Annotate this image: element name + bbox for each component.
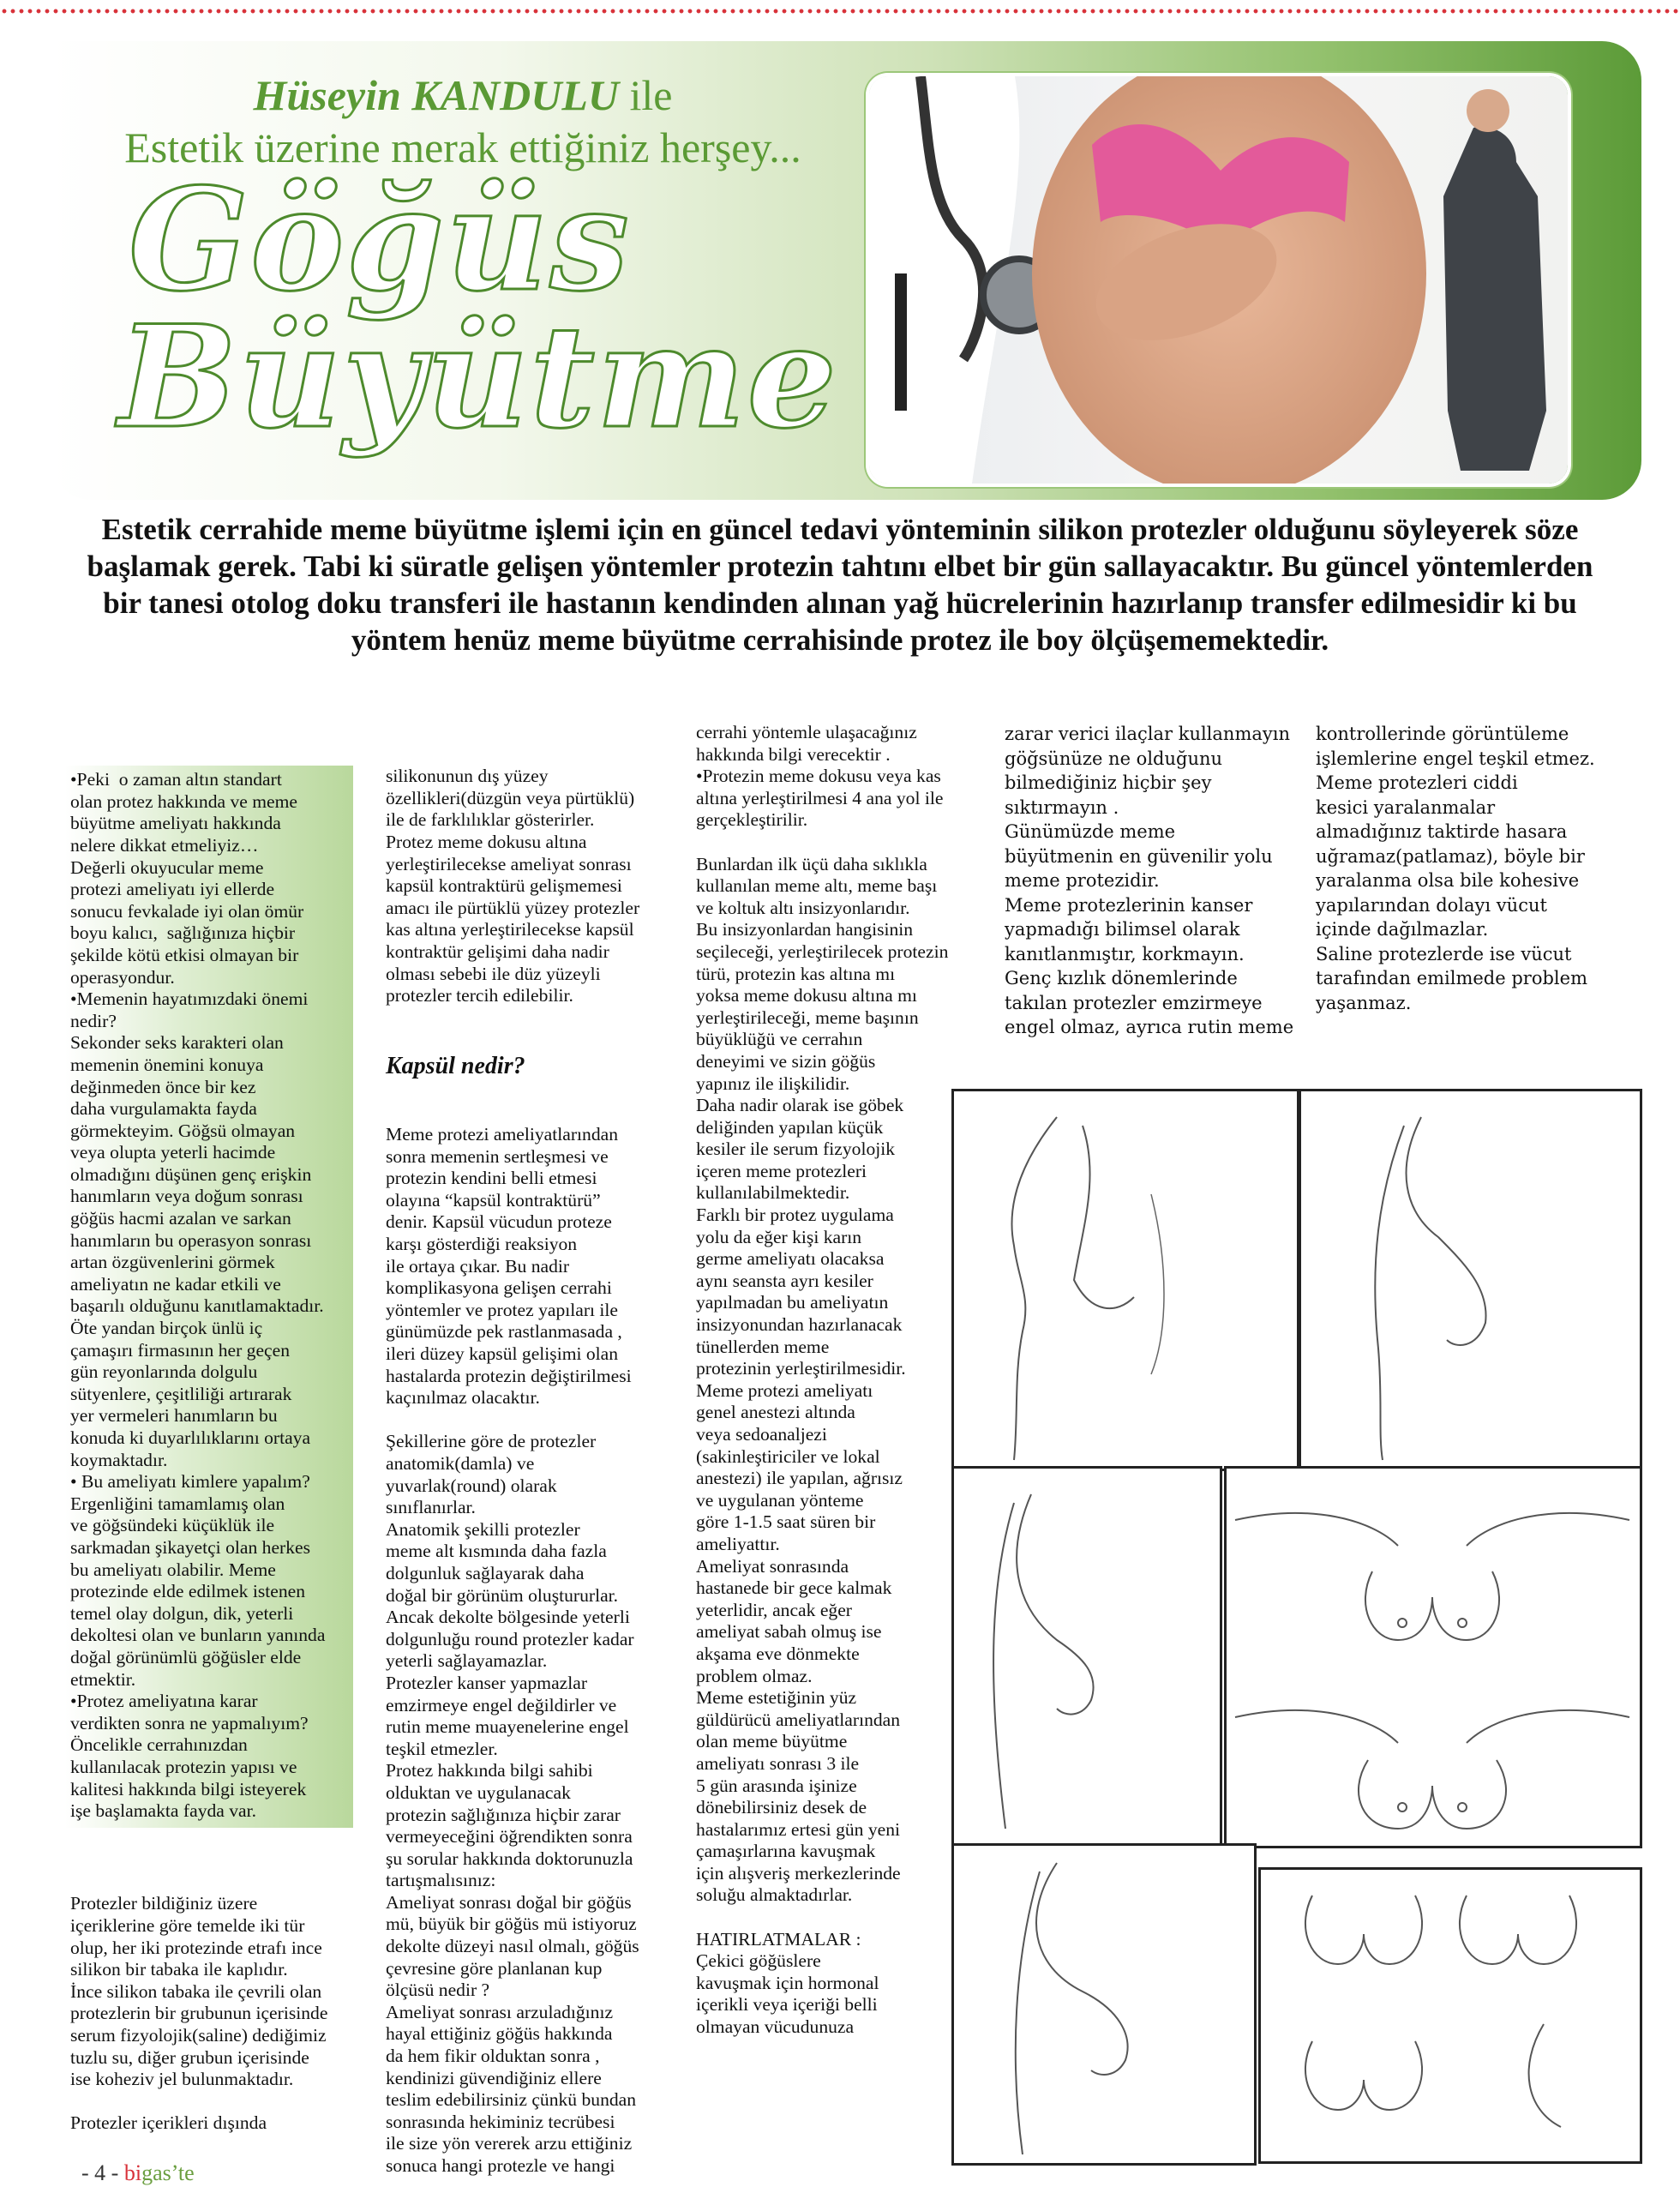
author-name: Hüseyin KANDULU (253, 71, 619, 119)
column-2-text-a: silikonunun dış yüzey özellikleri(düzgün veya pürtüklü) ile de farklılıklar gösterirler. Protez meme dokusu altına yerleştirilecekse ameliyat sonrası kapsül kontraktürü gelişmemesi amacı ile pürtüklü yüzey protezler kas altına yerleştirilecekse kapsül kontraktür gelişimi daha nadir olması sebebi ile düz yüzeyli protezler tercih edilebilir. (386, 766, 640, 1006)
section-heading-kapsul: Kapsül nedir? (386, 1052, 525, 1079)
illustration-side-view-2 (951, 1466, 1222, 1848)
author-suffix: ile (618, 71, 673, 119)
column-5: kontrollerinde görüntüleme işlemlerine engel teşkil etmez. Meme protezleri ciddi kesici yaralanmalar almadığınız taktirde hasara uğramaz(patlamaz), böyle bir yaralanma olsa bile kohesive yapılarından dolayı vücut içinde dağılmazlar. Saline protezlerde ise vücut tarafından emilmede problem yaşanmaz. (1316, 724, 1595, 1013)
page-title (118, 157, 839, 460)
top-dotted-border (0, 7, 1680, 15)
column-4: zarar verici ilaçlar kullanmayın göğsünüze ne olduğunu bilmediğiniz hiçbir şey sıktırmayın . Günümüzde meme büyütmenin en güvenilir yolu meme protezidir. Meme protezlerinin kanser yapmadığı bilimsel olarak kanıtlanmıştır, korkmayın. Genç kızlık dönemlerinde takılan protezler emzirmeye engel olmaz, ayrıca rutin meme (1005, 724, 1294, 1037)
header-photo (866, 73, 1571, 487)
surgeon-head-shape (1467, 89, 1509, 132)
title-line-2: Büyütme (118, 294, 839, 460)
illustration-side-view-3 (951, 1843, 1257, 2166)
title-line-1: Göğüs (129, 157, 631, 322)
column-1-shaded-text: •Peki o zaman altın standart olan protez hakkında ve meme büyütme ameliyatı hakkında nelere dikkat etmeliyiz… Değerli okuyucular meme protezi ameliyatı iyi ellerde sonucu fevkalade iyi olan ömür boyu kalıcı, sağlığınıza hiçbir şekilde kötü etkisi olmayan bir operasyondur. •Memenin hayatımızdaki önemi nedir? Sekonder seks karakteri olan memenin önemini konuya değinmeden önce bir kez daha vurgulamakta fayda görmekteyim. Göğsü olmayan veya olupta yeterli hacimde olmadığını düşünen genç erişkin hanımların veya doğum sonrası göğüs hacmi azalan ve sarkan hanımların bu operasyon sonrası artan özgüvenlerini görmek ameliyatın ne kadar etkili ve başarılı olduğunu kanıtlamaktadır. Öte yandan birçok ünlü iç çamaşırı firmasının her geçen gün reyonlarında dolgulu sütyenlere, çeşitliliği artırarak yer vermeleri hanımların bu konuda ki duyarlılıklarını ortaya koymaktadır. • Bu ameliyatı kimlere yapalım? Ergenliğini tamamlamış olan ve göğsündeki küçüklük ile sarkmadan şikayetçi olan herkes bu ameliyatı olabilir. Meme protezinde elde edilmek istenen temel olay dolgun, dik, yeterli dekoltesi olan ve bunların yanında doğal görünümlü göğüsler elde etmektir. •Protez ameliyatına karar verdikten sonra ne yapmalıyım? Öncelikle cerrahınızdan kullanılacak protezin yapısı ve kalitesi hakkında bilgi isteyerek işe başlamakta fayda var. (65, 766, 353, 1828)
brand-rest: gas’te (141, 2160, 195, 2185)
illustration-grid-views (1258, 1867, 1642, 2164)
brand-prefix: bi (123, 2160, 142, 2185)
pen-in-pocket (895, 273, 907, 411)
column-1 (70, 722, 353, 2157)
column-3: cerrahi yöntemle ulaşacağınız hakkında bilgi verecektir . •Protezin meme dokusu veya kas altına yerleştirilmesi 4 ana yol ile gerçekleştirilir. Bunlardan ilk üçü daha sıklıkla kullanılan meme altı, meme başı ve koltuk altı insizyonlarıdır. Bu insizyonlardan hangisinin seçileceği, yerleştirilecek protezin türü, protezin kas altına mı yoksa meme dokusu altına mı yerleştirileceği, meme başının büyüklüğü ve cerrahın deneyimi ve sizin göğüs yapınız ile ilişkilidir. Daha nadir olarak ise göbek deliğinden yapılan küçük kesiler ile serum fizyolojik içeren meme protezleri kullanılabilmektedir. Farklı bir protez uygulama yolu da eğer kişi karın germe ameliyatı olacaksa aynı seansta ayrı kesiler yapılmadan bu ameliyatın insizyonundan hazırlanacak tünellerden meme protezinin yerleştirilmesidir. Meme protezi ameliyatı genel anestezi altında veya sedoanaljezi (sakinleştiriciler ve lokal anestezi) ile yapılan, ağrısız ve uygulanan yönteme göre 1-1.5 saat süren bir ameliyattır. Ameliyat sonrasında hastanede bir gece kalmak yeterlidir, ancak eğer ameliyat sabah olmuş ise akşama eve dönmekte problem olmaz. Meme estetiğinin yüz güldürücü ameliyatlarından olan meme büyütme ameliyatı sonrası 3 ile 5 gün arasında işinize dönebilirsiniz desek de hastalarımız ertesi gün yeni çamaşırlarına kavuşmak için alışveriş merkezlerinde soluğu almaktadırlar. HATIRLATMALAR : Çekici göğüslere kavuşmak için hormonal içerikli veya içeriği belli olmayan vücudunuza (696, 722, 949, 2038)
page-footer (81, 2160, 195, 2186)
lead-paragraph: Estetik cerrahide meme büyütme işlemi için en güncel tedavi yönteminin silikon protezler olduğunu söyleyerek söze başlamak gerek. Tabi ki süratle gelişen yöntemler protezin tahtını elbet bir gün sallayacaktır. Bu güncel yöntemlerden bir tanesi otolog doku transferi ile hastanın kendinden alınan yağ hücrelerinin hazırlanıp transfer edilmesidir ki bu yöntem henüz meme büyütme cerrahisinde protez ile boy ölçüşememektedir. (87, 513, 1593, 657)
column-1-text: Protezler bildiğiniz üzere içeriklerine göre temelde iki tür olup, her iki protezinde etrafı ince silikon bir tabaka ile kaplıdır. İnce silikon tabaka ile çevrili olan protezlerin bir grubunun içerisinde serum fizyolojik(saline) dediğimiz tuzlu su, diğer grubun içerisinde ise koheziv jel bulunmaktadır. Protezler içerikleri dışında (70, 1893, 328, 2134)
column-2-text-b: Meme protezi ameliyatlarından sonra memenin sertleşmesi ve protezin kendini belli etmesi olayına “kapsül kontraktürü” denir. Kapsül vücudun proteze karşı gösterdiği reaksiyon ile ortaya çıkar. Bu nadir komplikasyona gelişen cerrahi yöntemler ve protez yapıları ile günümüzde pek rastlanmasada , ileri düzey kapsül gelişimi olan hastalarda protezin değiştirilmesi kaçınılmaz olacaktır. Şekillerine göre de protezler anatomik(damla) ve yuvarlak(round) olarak sınıflanırlar. Anatomik şekilli protezler meme alt kısmında daha fazla dolgunluk sağlayarak daha doğal bir görünüm oluştururlar. Ancak dekolte bölgesinde yeterli dolgunluğu round protezler kadar yeterli sağlayamazlar. Protezler kanser yapmazlar emzirmeye engel değildirler ve rutin meme muayenelerine engel teşkil etmezler. Protez hakkında bilgi sahibi olduktan ve uygulanacak protezin sağlığınıza hiçbir zarar vermeyeceğini öğrendikten sonra şu sorular hakkında doktorunuzla tartışmalısınız: Ameliyat sonrası doğal bir göğüs mü, büyük bir göğüs mü istiyoruz dekolte düzeyi nasıl olmalı, göğüs çevresine göre planlanan kup ölçüsü nedir ? Ameliyat sonrası arzuladığınız hayal ettiğiniz göğüs hakkında da hem fikir olduktan sonra , kendinizi güvendiğiniz ellere teslim edebilirsiniz çünkü bundan sonrasında hekiminiz tecrübesi ile size yön vererek arzu ettiğiniz sonuca hangi protezle ve hangi (386, 1124, 639, 2176)
illustration-front-views (1224, 1466, 1642, 1848)
page-number: - 4 - (81, 2160, 119, 2185)
illustration-side-after (1299, 1089, 1642, 1471)
magazine-brand (124, 2160, 195, 2185)
column-2 (386, 722, 681, 2199)
header-subtitle: Estetik üzerine merak ettiğiniz herşey... (124, 123, 801, 171)
illustration-side-before (951, 1089, 1299, 1471)
author-line (86, 69, 840, 122)
